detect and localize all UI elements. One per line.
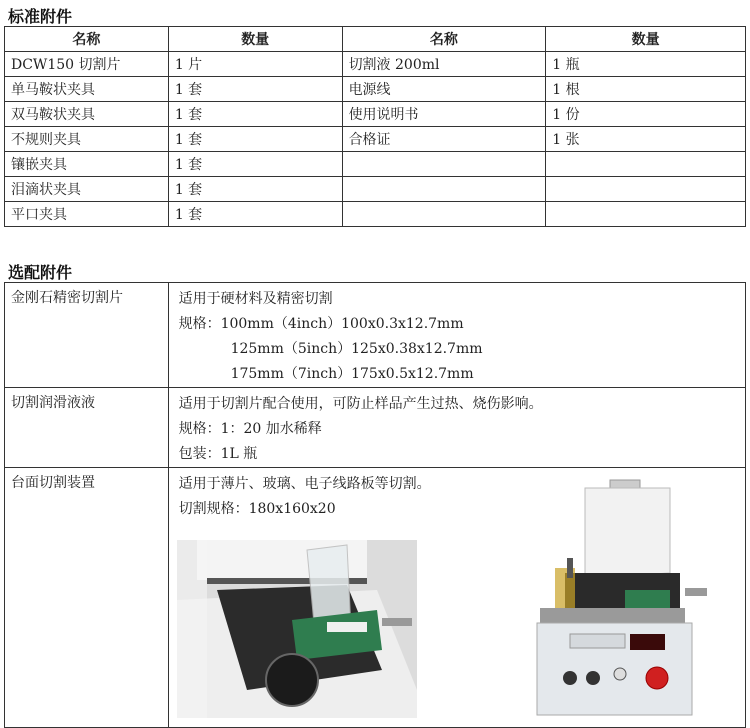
description-line: 切割规格：180x160x20 xyxy=(178,501,336,517)
description-line: 包装：1L 瓶 xyxy=(178,446,258,462)
cell: 1 套 xyxy=(168,127,342,152)
cell: 合格证 xyxy=(342,127,546,152)
table-row xyxy=(5,202,746,227)
cell xyxy=(546,177,746,202)
cell: 1 套 xyxy=(168,202,342,227)
description-line: 适用于硬材料及精密切割 xyxy=(178,291,333,307)
cell: 1 套 xyxy=(168,152,342,177)
item-name: 金刚石精密切割片 xyxy=(5,283,169,388)
cell xyxy=(342,177,546,202)
cell: 单马鞍状夹具 xyxy=(5,77,169,102)
cell xyxy=(342,152,546,177)
item-description xyxy=(168,283,745,388)
cell: 1 套 xyxy=(168,177,342,202)
cutting-machine-photo xyxy=(525,478,743,718)
header-name-2: 名称 xyxy=(342,27,546,52)
cell: 1 片 xyxy=(168,52,342,77)
table-row xyxy=(5,152,746,177)
description-line: 适用于切割片配合使用，可防止样品产生过热、烧伤影响。 xyxy=(178,396,543,412)
table-row xyxy=(5,127,746,152)
cell: 1 套 xyxy=(168,102,342,127)
cell: 泪滴状夹具 xyxy=(5,177,169,202)
cell xyxy=(546,202,746,227)
cell xyxy=(342,202,546,227)
header-qty-2: 数量 xyxy=(546,27,746,52)
cell: 1 份 xyxy=(546,102,746,127)
cell: DCW150 切割片 xyxy=(5,52,169,77)
cell: 镶嵌夹具 xyxy=(5,152,169,177)
table-row xyxy=(5,52,746,77)
cell: 1 张 xyxy=(546,127,746,152)
cell: 电源线 xyxy=(342,77,546,102)
cell: 切割液 200ml xyxy=(342,52,546,77)
cell: 1 套 xyxy=(168,77,342,102)
item-name: 台面切割装置 xyxy=(5,468,169,728)
header-name-1: 名称 xyxy=(5,27,169,52)
cell: 使用说明书 xyxy=(342,102,546,127)
standard-accessories-title: 标准附件 xyxy=(8,7,73,26)
cell: 1 根 xyxy=(546,77,746,102)
description-line: 规格：100mm（4inch）100x0.3x12.7mm xyxy=(178,316,464,332)
table-cutting-fixture-photo xyxy=(177,540,417,718)
cell xyxy=(546,152,746,177)
table-header-row xyxy=(5,27,746,52)
header-qty-1: 数量 xyxy=(168,27,342,52)
cell: 双马鞍状夹具 xyxy=(5,102,169,127)
description-line: 适用于薄片、玻璃、电子线路板等切割。 xyxy=(178,476,431,492)
item-name: 切割润滑液液 xyxy=(5,388,169,468)
item-description xyxy=(168,388,745,468)
cell: 1 瓶 xyxy=(546,52,746,77)
description-line: 175mm（7inch）175x0.5x12.7mm xyxy=(230,366,474,382)
table-row xyxy=(5,77,746,102)
table-row xyxy=(5,283,746,388)
cell: 平口夹具 xyxy=(5,202,169,227)
standard-accessories-table xyxy=(4,26,746,227)
table-row xyxy=(5,388,746,468)
description-line: 125mm（5inch）125x0.38x12.7mm xyxy=(230,341,483,357)
table-row xyxy=(5,102,746,127)
optional-accessories-title: 选配附件 xyxy=(8,263,73,282)
description-line: 规格：1：20 加水稀释 xyxy=(178,421,322,437)
cell: 不规则夹具 xyxy=(5,127,169,152)
table-row xyxy=(5,177,746,202)
